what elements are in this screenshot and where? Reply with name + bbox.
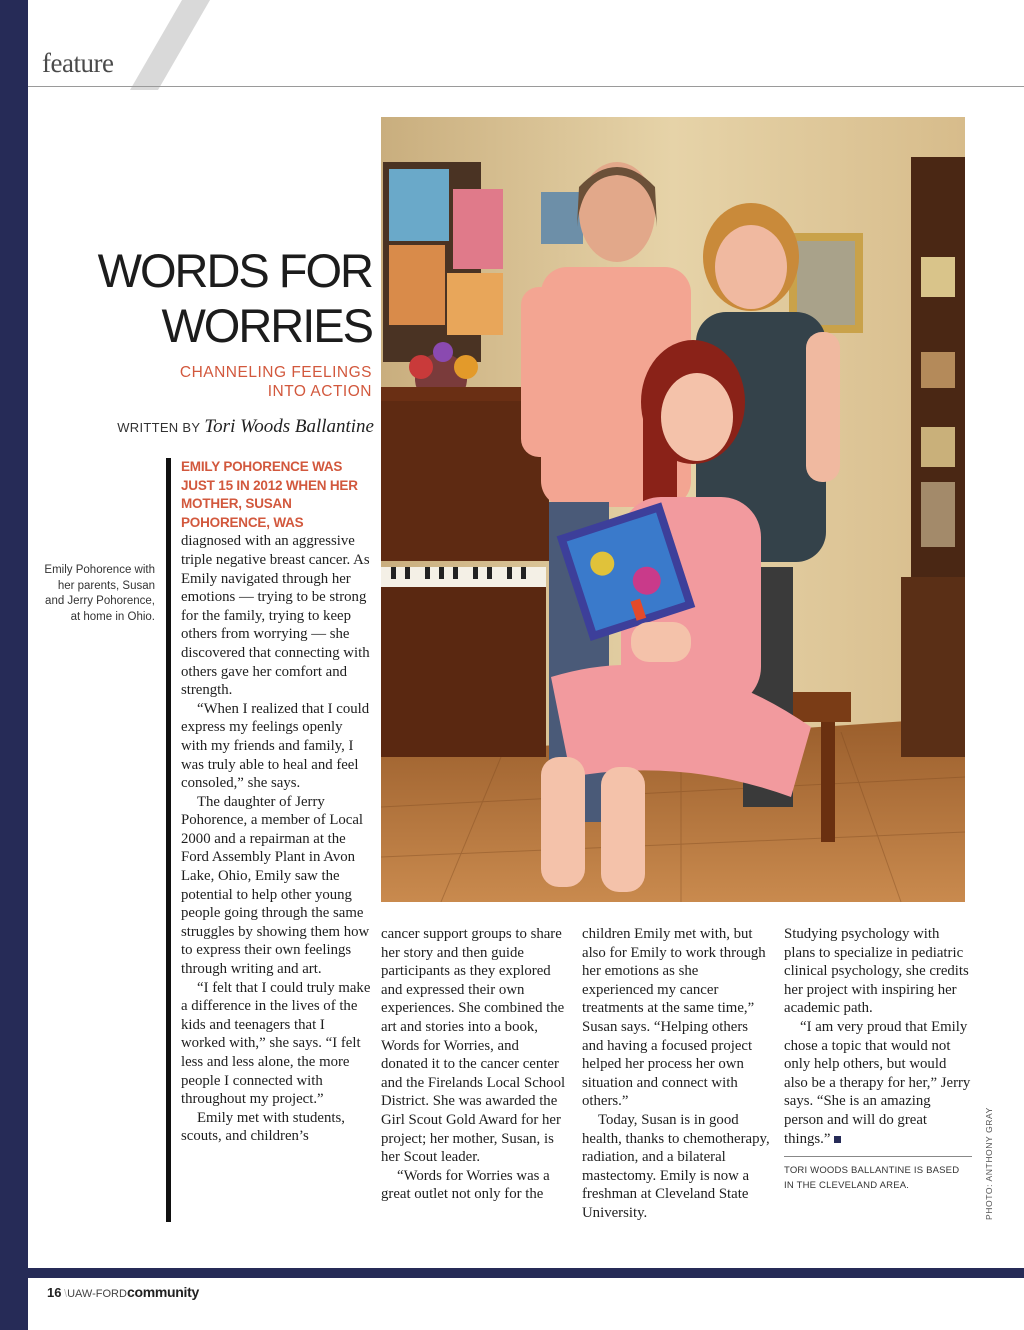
paragraph: Studying psychology with plans to specialize in pediatric clinical psychology, she credits her project with inspiring her academic path. [784, 926, 969, 1017]
subhead-line-1: CHANNELING FEELINGS [179, 364, 372, 381]
footer-band [28, 1268, 1024, 1278]
header-rule [28, 86, 1024, 87]
family-photo [381, 117, 965, 902]
paragraph: cancer support groups to share her story and then guide participants as they explored and expressed their own experiences. She combined the art and stories into a book, Words for Worries, and donated it to the cancer center and the Firelands Local School District. She was awarded the Girl Scout Gold Award for her project; her mother, Susan, is her Scout leader. [381, 926, 566, 1166]
article-lede: EMILY POHORENCE WAS JUST 15 IN 2012 WHEN HER MOTHER, SUSAN POHORENCE, WAS [181, 459, 358, 530]
article-column-1 [181, 458, 371, 1146]
bio-rule [784, 1156, 972, 1157]
column-rule [166, 458, 171, 1222]
paragraph: “When I realized that I could express my feelings openly with my friends and family, I was truly able to heal and feel consoled,” she says. [181, 700, 370, 792]
byline-author: Tori Woods Ballantine [204, 416, 374, 437]
article-column-2 [381, 925, 569, 1204]
paragraph: diagnosed with an aggressive triple negative breast cancer. As Emily navigated through her emotions — trying to be strong for the family, trying to keep others from worrying — she discovered that connecting with others gave her comfort and strength. [181, 533, 370, 699]
article-subhead [150, 363, 372, 401]
paragraph: “I felt that I could truly make a difference in the lives of the kids and teenagers that I worked with,” she says. “I felt less and less alone, the more people I connected with throughout my project.” [181, 979, 371, 1108]
paragraph: Today, Susan is in good health, thanks to chemotherapy, radiation, and a bilateral mastectomy. Emily is now a freshman at Cleveland State University. [582, 1111, 770, 1221]
magazine-title: community [126, 1284, 199, 1300]
headline-line-2: WORRIES [161, 299, 372, 352]
photo-caption: Emily Pohorence with her parents, Susan and Jerry Pohorence, at home in Ohio. [44, 564, 155, 623]
author-bio: TORI WOODS BALLANTINE IS BASED IN THE CLEVELAND AREA. [784, 1165, 960, 1192]
page-number: 16 [47, 1285, 62, 1300]
magazine-prefix: UAW-FORD [67, 1288, 127, 1300]
article-column-4 [784, 925, 972, 1193]
subhead-line-2: INTO ACTION [267, 383, 372, 400]
paragraph: The daughter of Jerry Pohorence, a member of Local 2000 and a repairman at the Ford Assembly Plant in Avon Lake, Ohio, Emily saw the potential to help other young people going through the same struggles by showing them how to express their own feelings through writing and art. [181, 793, 370, 978]
section-label: feature [42, 48, 114, 78]
left-edge-bar [0, 0, 28, 1330]
magazine-name: \UAW-FORDcommunity [64, 1284, 199, 1300]
paragraph: “Words for Worries was a great outlet not only for the [381, 1167, 550, 1203]
header-slash-decoration [130, 0, 210, 90]
end-of-article-mark [834, 1136, 841, 1143]
byline-label: WRITTEN BY [117, 420, 201, 435]
headline-line-1: WORDS FOR [97, 244, 372, 297]
paragraph: Emily met with students, scouts, and children’s [181, 1109, 345, 1145]
paragraph: “I am very proud that Emily chose a topic that would not only help others, but would also be a therapy for her,” Jerry says. “She is an amazing person and will do great things.” [784, 1018, 971, 1147]
photo-credit: PHOTO: ANTHONY GRAY [984, 1107, 994, 1220]
byline [60, 416, 374, 438]
article-headline [60, 243, 372, 353]
article-column-3 [582, 925, 770, 1223]
paragraph: children Emily met with, but also for Emily to work through her emotions as she experienced my cancer treatments at the same time,” Susan says. “Helping others and having a focused project helped her process her own situation and connect with others.” [582, 926, 766, 1110]
